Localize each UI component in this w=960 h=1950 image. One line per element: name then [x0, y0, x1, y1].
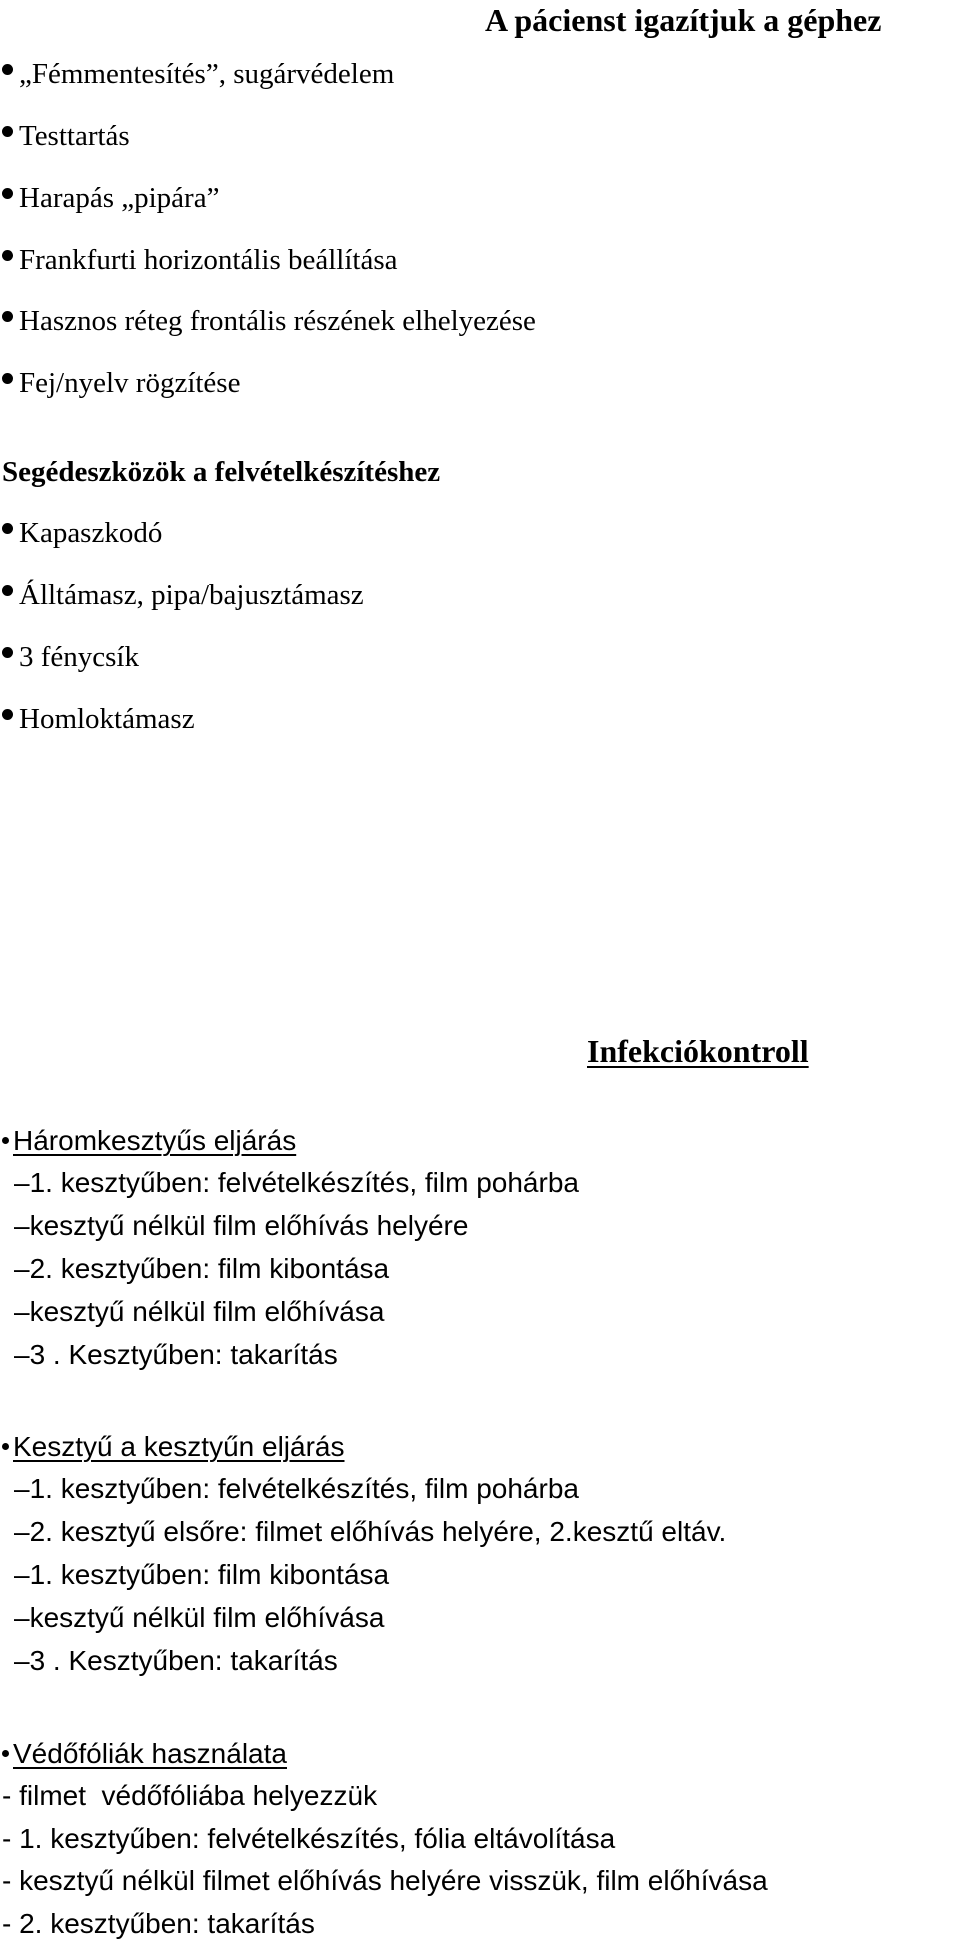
list-item: –kesztyű nélkül film előhívása	[14, 1602, 385, 1633]
list-item: Fej/nyelv rögzítése	[2, 369, 240, 398]
section2-title: Infekciókontroll	[587, 1033, 809, 1069]
list-item: - filmet védőfóliába helyezzük	[2, 1780, 378, 1811]
list-item: –1. kesztyűben: felvételkészítés, film pohárba	[14, 1473, 579, 1504]
foil-heading: Védőfóliák használata	[2, 1740, 287, 1768]
list-item: - kesztyű nélkül filmet előhívás helyére visszük, film előhívása	[2, 1865, 768, 1896]
list-item: Frankfurti horizontális beállítása	[2, 246, 398, 275]
list-item: –1. kesztyűben: felvételkészítés, film pohárba	[14, 1167, 579, 1198]
bullet-icon	[2, 126, 13, 137]
list-item: –1. kesztyűben: film kibontása	[14, 1559, 390, 1590]
list-item: Hasznos réteg frontális részének elhelyezése	[2, 307, 536, 336]
list-item: Harapás „pipára”	[2, 184, 219, 213]
glove-on-glove-heading: Kesztyű a kesztyűn eljárás	[2, 1433, 345, 1461]
bullet-icon	[2, 373, 13, 384]
list-item: –3 . Kesztyűben: takarítás	[14, 1645, 338, 1676]
list-item: –3 . Kesztyűben: takarítás	[14, 1339, 338, 1370]
bullet-icon	[2, 1137, 9, 1144]
list-item: - 2. kesztyűben: takarítás	[2, 1908, 315, 1939]
bullet-icon	[2, 709, 13, 720]
list-item: Kapaszkodó	[2, 519, 162, 548]
three-glove-heading: Háromkesztyűs eljárás	[2, 1127, 296, 1155]
list-item: „Fémmentesítés”, sugárvédelem	[2, 60, 394, 89]
bullet-icon	[2, 1750, 9, 1757]
list-item: –kesztyű nélkül film előhívása	[14, 1296, 385, 1327]
bullet-icon	[2, 188, 13, 199]
list-item: –2. kesztyűben: film kibontása	[14, 1253, 390, 1284]
list-item: Álltámasz, pipa/bajusztámasz	[2, 581, 364, 610]
list-item: Homloktámasz	[2, 705, 195, 734]
aids-heading: Segédeszközök a felvételkészítéshez	[2, 456, 441, 488]
list-item: 3 fénycsík	[2, 643, 139, 672]
bullet-icon	[2, 64, 13, 75]
list-item: Testtartás	[2, 122, 130, 151]
bullet-icon	[2, 1443, 9, 1450]
bullet-icon	[2, 585, 13, 596]
list-item: –2. kesztyű elsőre: filmet előhívás helyére, 2.kesztű eltáv.	[14, 1516, 727, 1547]
list-item: - 1. kesztyűben: felvételkészítés, fólia eltávolítása	[2, 1823, 616, 1854]
section1-title: A pácienst igazítjuk a géphez	[485, 2, 882, 38]
bullet-icon	[2, 311, 13, 322]
bullet-icon	[2, 523, 13, 534]
bullet-icon	[2, 250, 13, 261]
list-item: –kesztyű nélkül film előhívás helyére	[14, 1210, 469, 1241]
bullet-icon	[2, 647, 13, 658]
